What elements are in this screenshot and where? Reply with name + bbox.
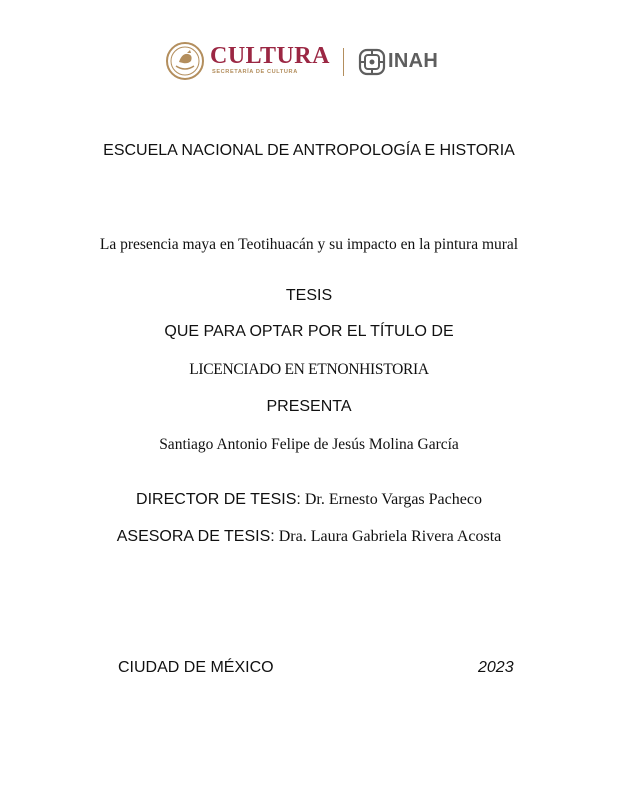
inah-wordmark: INAH bbox=[388, 50, 439, 72]
asesora-line bbox=[0, 528, 618, 546]
inah-emblem-icon bbox=[358, 48, 386, 76]
presenta-heading: PRESENTA bbox=[266, 398, 352, 415]
degree-title: LICENCIADO EN ETNONHISTORIA bbox=[189, 361, 429, 378]
logo-divider bbox=[343, 48, 344, 76]
year: 2023 bbox=[478, 659, 514, 676]
cultura-wordmark: CULTURA bbox=[210, 43, 330, 69]
city: CIUDAD DE MÉXICO bbox=[118, 659, 274, 676]
asesora-label: ASESORA DE TESIS: bbox=[116, 528, 275, 545]
director-line bbox=[0, 491, 618, 509]
director-name: Dr. Ernesto Vargas Pacheco bbox=[304, 491, 482, 508]
director-label: DIRECTOR DE TESIS: bbox=[136, 491, 301, 508]
cultura-subtitle: SECRETARÍA DE CULTURA bbox=[212, 69, 298, 75]
tesis-heading: TESIS bbox=[285, 287, 333, 304]
asesora-name: Dra. Laura Gabriela Rivera Acosta bbox=[278, 528, 502, 545]
mexico-seal-icon bbox=[166, 42, 204, 80]
header-logos bbox=[166, 40, 456, 84]
author-name: Santiago Antonio Felipe de Jesús Molina García bbox=[159, 436, 459, 453]
degree-intro: QUE PARA OPTAR POR EL TÍTULO DE bbox=[164, 323, 454, 340]
thesis-title: La presencia maya en Teotihuacán y su impacto en la pintura mural bbox=[99, 236, 519, 253]
school-name: ESCUELA NACIONAL DE ANTROPOLOGÍA E HISTORIA bbox=[103, 142, 515, 159]
